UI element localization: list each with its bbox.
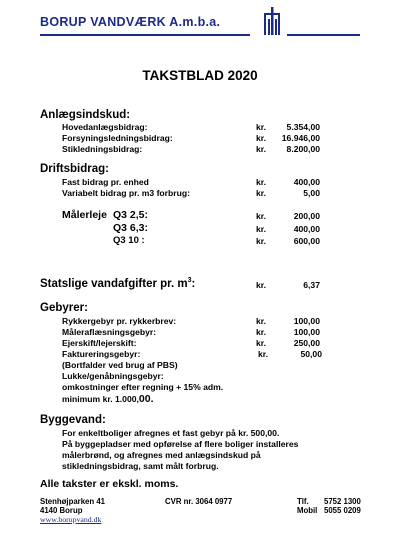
anlaeg-value-1: 16.946,00 — [281, 133, 320, 143]
currency-label: kr. — [256, 316, 267, 326]
maalerleje-size-0: Q3 2,5: — [113, 209, 149, 221]
gebyr-label-1: Måleraflæsningsgebyr: — [62, 327, 157, 337]
currency-label: kr. — [256, 188, 267, 198]
currency-label: kr. — [256, 133, 267, 143]
byggevand-line-1: For enkeltboliger afregnes et fast gebyr på kr. 500,00. — [62, 428, 280, 438]
header-rule-right — [287, 34, 360, 36]
currency-label: kr. — [256, 224, 267, 234]
address-street: Stenhøjparken 41 — [40, 497, 105, 506]
anlaeg-label-2: Stikledningsbidrag: — [62, 144, 143, 154]
mobile-label: Mobil — [297, 506, 318, 515]
currency-label: kr. — [256, 122, 267, 132]
page-title: TAKSTBLAD 2020 — [142, 68, 258, 83]
header-rule-left — [40, 34, 250, 36]
gebyr-label-3: Faktureringsgebyr: — [62, 349, 141, 359]
currency-label: kr. — [256, 327, 267, 337]
section-heading-byggevand: Byggevand: — [40, 414, 106, 426]
drift-label-0: Fast bidrag pr. enhed — [62, 177, 149, 187]
section-heading-anlaeg: Anlægsindskud: — [40, 109, 131, 121]
gebyr-value-2: 250,00 — [293, 338, 320, 348]
currency-label: kr. — [258, 349, 269, 359]
currency-label: kr. — [256, 236, 267, 246]
phone-label: Tlf. — [297, 497, 309, 506]
gebyr-label-0: Rykkergebyr pr. rykkerbrev: — [62, 316, 177, 326]
section-heading-gebyrer: Gebyrer: — [40, 302, 88, 314]
gebyr-label-2: Ejerskift/lejerskift: — [62, 338, 137, 348]
statslige-label: Statslige vandafgifter pr. $m^3$: — [40, 277, 196, 290]
maalerleje-value-0: 200,00 — [293, 211, 320, 221]
company-name: BORUP VANDVÆRK A.m.b.a. — [40, 15, 221, 29]
section-heading-drift: Driftsbidrag: — [40, 163, 109, 175]
currency-label: kr. — [256, 177, 267, 187]
byggevand-line-2: På byggepladser med opførelse af flere boliger installeres — [62, 439, 299, 449]
anlaeg-value-2: 8.200,00 — [286, 144, 320, 154]
currency-label: kr. — [256, 144, 267, 154]
vat-note: Alle takster er ekskl. moms. — [40, 478, 179, 490]
currency-label: kr. — [256, 280, 267, 290]
currency-label: kr. — [256, 338, 267, 348]
maalerleje-label: Målerleje — [62, 209, 107, 221]
phone-number: 5752 1300 — [324, 497, 361, 506]
anlaeg-label-0: Hovedanlægsbidrag: — [62, 122, 148, 132]
currency-label: kr. — [256, 211, 267, 221]
address-city: 4140 Borup — [40, 506, 83, 515]
gebyr-note-pbs: (Bortfalder ved brug af PBS) — [62, 360, 178, 370]
byggevand-line-3: målerbrønd, og afregnes med anlægsindskud på — [62, 450, 261, 460]
maalerleje-size-1: Q3 6,3: — [113, 222, 149, 234]
drift-value-1: 5,00 — [303, 188, 320, 198]
website-link[interactable]: www.borupvand.dk — [40, 515, 102, 524]
maalerleje-size-2: Q3 10 : — [113, 235, 145, 246]
gebyr-note-omkostninger: omkostninger efter regning + 15% adm. — [62, 382, 224, 392]
statslige-value: 6,37 — [303, 280, 320, 290]
maalerleje-value-2: 600,00 — [293, 236, 320, 246]
byggevand-line-4: stikledningsbidrag, samt målt forbrug. — [62, 461, 219, 471]
gebyr-note-minimum: minimum kr. 1.000,00. — [62, 393, 154, 405]
gebyr-note-lukke: Lukke/genåbningsgebyr: — [62, 371, 164, 381]
water-tower-logo-icon — [260, 5, 284, 37]
anlaeg-value-0: 5.354,00 — [286, 122, 320, 132]
gebyr-value-1: 100,00 — [293, 327, 320, 337]
maalerleje-value-1: 400,00 — [293, 224, 320, 234]
drift-value-0: 400,00 — [293, 177, 320, 187]
anlaeg-label-1: Forsyningsledningsbidrag: — [62, 133, 173, 143]
cvr-number: CVR nr. 3064 0977 — [165, 497, 233, 506]
gebyr-value-0: 100,00 — [293, 316, 320, 326]
mobile-number: 5055 0209 — [324, 506, 361, 515]
gebyr-value-3: 50,00 — [300, 349, 322, 359]
drift-label-1: Variabelt bidrag pr. m3 forbrug: — [62, 188, 190, 198]
